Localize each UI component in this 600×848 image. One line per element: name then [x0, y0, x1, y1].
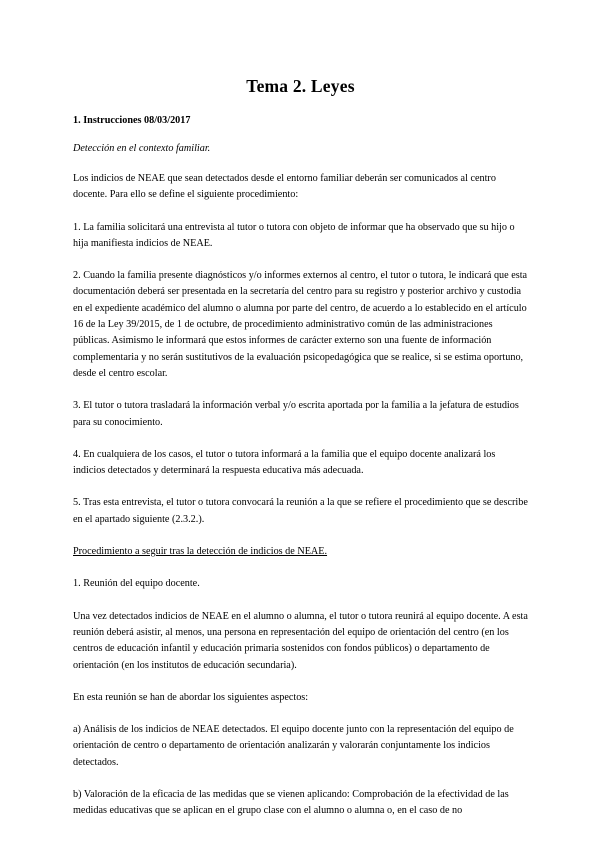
procedure-paragraph-2: Una vez detectados indicios de NEAE en el alumno o alumna, el tutor o tutora reunirá al equipo docente. A esta reunión deberá asistir, al menos, una persona en representación del equipo de orientación del centro (en los centros de educación infantil y educación primaria sostenidos con fondos públicos) o departamento de orientación (en los institutos de educación secundaria).: [73, 610, 528, 671]
document-title: Tema 2. Leyes: [246, 76, 355, 96]
paragraph-step-3: 3. El tutor o tutora trasladará la información verbal y/o escrita aportada por la familia a la jefatura de estudios para su conocimiento.: [73, 400, 519, 428]
procedure-paragraph-4: a) Análisis de los indicios de NEAE detectados. El equipo docente junto con la representación del equipo de orientación de centro o departamento de orientación analizarán y valorarán conjuntamente los indicios detectados.: [73, 724, 514, 768]
paragraph-step-4: 4. En cualquiera de los casos, el tutor o tutora informará a la familia que el equipo docente analizará los indicios detectados y determinará la respuesta educativa más adecuada.: [73, 448, 496, 477]
subheading: Detección en el contexto familiar.: [73, 143, 211, 154]
paragraph-intro: Los indicios de NEAE que sean detectados desde el entorno familiar deberán ser comunicados al centro docente. Para ello se define el siguiente procedimiento:: [73, 173, 496, 201]
document-body: [73, 76, 528, 836]
paragraph-step-1: 1. La familia solicitará una entrevista al tutor o tutora con objeto de informar que ha observado que su hijo o hija manifiesta indicios de NEAE.: [73, 221, 515, 249]
procedure-heading: Procedimiento a seguir tras la detección de indicios de NEAE.: [73, 546, 328, 558]
section-heading: 1. Instrucciones 08/03/2017: [73, 115, 191, 126]
paragraph-step-2: 2. Cuando la familia presente diagnósticos y/o informes externos al centro, el tutor o tutora, le indicará que esta documentación deberá ser presentada en la secretaría del centro para su registro y posterior archivo y custodia en el expediente académico del alumno o alumna por parte del centro, de acuerdo a lo establecido en el artículo 16 de la Ley 39/2015, de 1 de octubre, de procedimiento administrativo común de las administraciones públicas. Asimismo le informará que estos informes de carácter externo son una fuente de información complementaria y no serán sustitutivos de la evaluación psicopedagógica que se realice, si se estima oportuno, desde el centro escolar.: [73, 270, 528, 379]
procedure-paragraph-1: 1. Reunión del equipo docente.: [73, 578, 200, 590]
procedure-paragraph-3: En esta reunión se han de abordar los siguientes aspectos:: [73, 691, 309, 703]
paragraph-step-5: 5. Tras esta entrevista, el tutor o tutora convocará la reunión a la que se refiere el procedimiento que se describe en el apartado siguiente (2.3.2.).: [73, 497, 528, 525]
procedure-paragraph-5: b) Valoración de la eficacia de las medidas que se vienen aplicando: Comprobación de la efectividad de las medidas educativas que se aplican en el grupo clase con el alumno o alumna o, en el caso de no: [73, 789, 509, 817]
